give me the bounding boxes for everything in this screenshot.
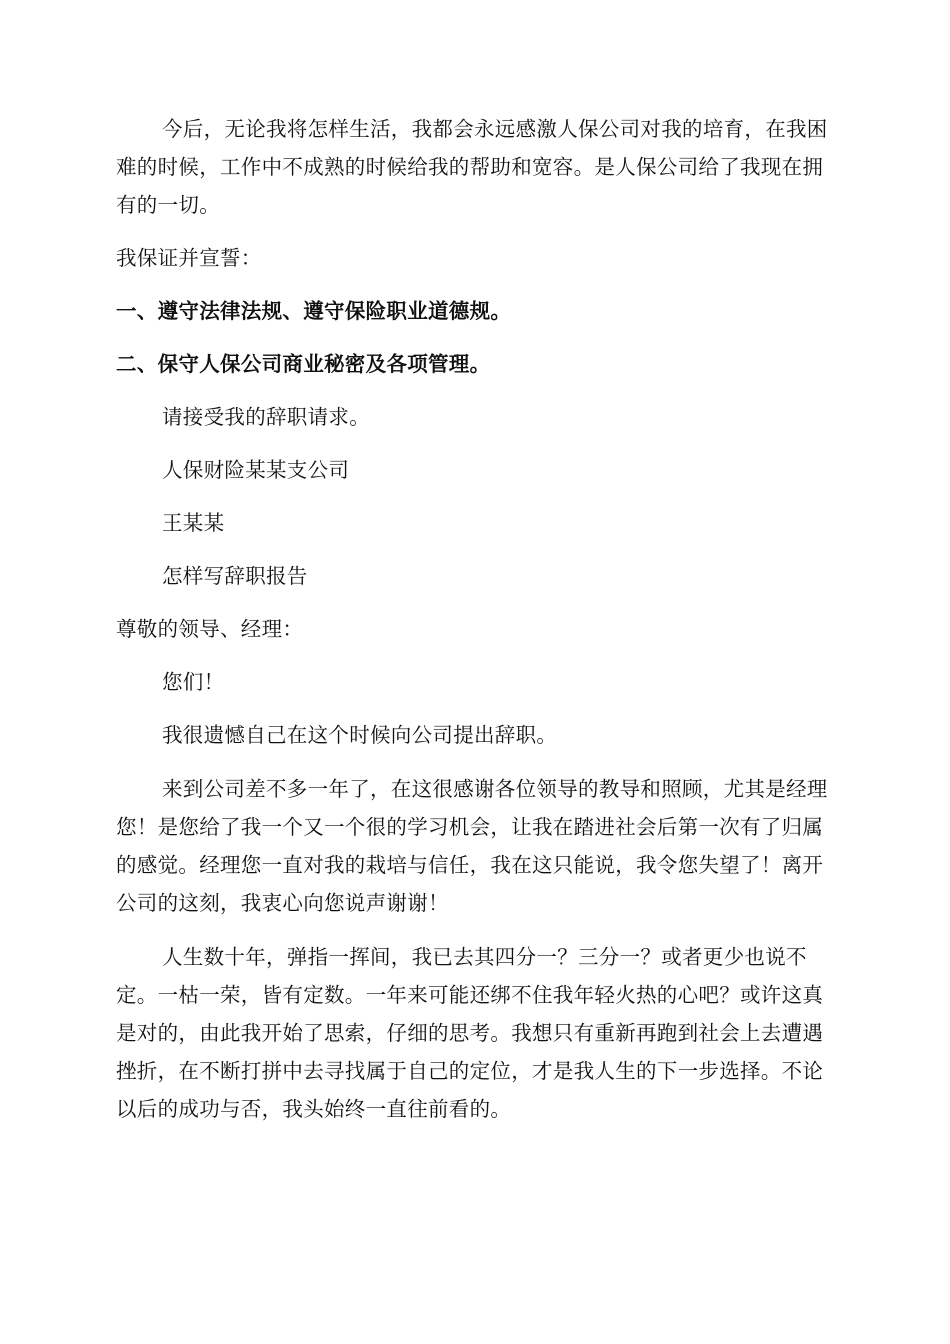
greeting: 您们！ bbox=[162, 670, 225, 694]
paragraph-resignation: 我很遗憾自己在这个时候向公司提出辞职。 bbox=[162, 723, 558, 747]
paragraph-pledge-intro: 我保证并宣誓： bbox=[116, 246, 262, 270]
signature-company: 人保财险某某支公司 bbox=[162, 458, 350, 482]
pledge-item-2: 二、保守人保公司商业秘密及各项管理。 bbox=[116, 352, 491, 376]
signature-name: 王某某 bbox=[162, 511, 225, 535]
paragraph-thanks: 来到公司差不多一年了，在这很感谢各位领导的教导和照顾，尤其是经理您！是您给了我一个又一个很的学习机会，让我在踏进社会后第一次有了归属的感觉。经理您一直对我的栽培与信任，我在这只能说，我令您失望了！离开公司的这刻，我衷心向您说声谢谢！ bbox=[116, 777, 828, 915]
salutation: 尊敬的领导、经理： bbox=[116, 617, 304, 641]
pledge-item-1: 一、遵守法律法规、遵守保险职业道德规。 bbox=[116, 299, 512, 323]
paragraph-request: 请接受我的辞职请求。 bbox=[162, 405, 370, 429]
document-page bbox=[116, 110, 834, 1128]
paragraph-reflection: 人生数十年，弹指一挥间，我已去其四分一？三分一？或者更少也说不定。一枯一荣，皆有定数。一年来可能还绑不住我年轻火热的心吧？或许这真是对的，由此我开始了思索，仔细的思考。我想只有重新再跑到社会上去遭遇挫折，在不断打拼中去寻找属于自己的定位，才是我人生的下一步选择。不论以后的成功与否，我头始终一直往前看的。 bbox=[116, 945, 824, 1121]
paragraph-gratitude: 今后，无论我将怎样生活，我都会永远感激人保公司对我的培育，在我困难的时候，工作中不成熟的时候给我的帮助和宽容。是人保公司给了我现在拥有的一切。 bbox=[116, 117, 828, 217]
section-heading: 怎样写辞职报告 bbox=[162, 564, 308, 588]
